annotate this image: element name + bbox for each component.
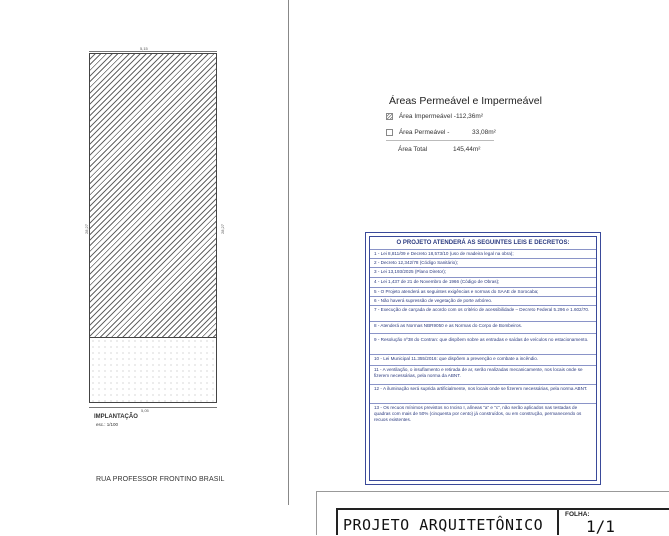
law-divider [370, 305, 596, 306]
law-divider [370, 267, 596, 268]
law-divider [370, 403, 596, 404]
law-item: 5 - O Projeto atenderá as seguintes exigências e normas do SAAE de Sorocaba; [374, 289, 539, 294]
title-block-outer-left [316, 491, 317, 535]
law-item: 9 - Resolução nº38 do Contran: que dispõem sobre as entradas e saídas de veículos no estacionamento. [374, 337, 589, 342]
law-divider [370, 296, 596, 297]
blank-swatch-icon [386, 129, 393, 136]
law-item: 7 - Execução de carçada de acordo com os critério de acessibilidade – Decreto Federal 5.296 e 1.602/70. [374, 307, 590, 312]
law-divider [370, 365, 596, 366]
area-label: Área Impermeável - [398, 113, 456, 121]
area-divider-line [386, 140, 494, 141]
plan-dim-left: 28,27 [84, 223, 89, 234]
law-divider [370, 277, 596, 278]
law-divider [370, 333, 596, 334]
laws-table [365, 232, 601, 485]
area-value: 145,44m² [453, 146, 481, 153]
law-divider [370, 321, 596, 322]
sheet-number: 1/1 [586, 517, 615, 536]
law-item: 10 - Lei Municipal 11.355/2016: que dispõem a prevenção e combate a incêndio. [374, 356, 539, 361]
area-value: 33,08m² [472, 129, 496, 136]
plan-dim-right: 28,27 [220, 223, 225, 234]
law-divider [370, 258, 596, 259]
law-item: 13 - Os recuos mínimos previstos no Inciso I, alíneas "a" e "c", não serão aplicados nas testadas de quadras com mais de 50% (cinquenta por cento) já construídos, ou em construção, permanecendo os recuos existentes. [374, 405, 582, 422]
law-item: 12 - A iluminação será suprida artificialmente, nos locais onde se fizerem necessárias, pela norma ABNT. [374, 386, 588, 391]
laws-title: O PROJETO ATENDERÁ AS SEGUINTES LEIS E DECRETOS: [396, 240, 570, 246]
plan-dim-top: 5,15 [140, 46, 148, 51]
area-value: 112,36m² [456, 113, 483, 120]
sheet-label: FOLHA: [565, 511, 590, 518]
area-row-permeable [386, 129, 496, 137]
law-item: 3 - Lei 13,193/2025 (Plano Diretor); [374, 269, 447, 274]
title-block-divider [557, 508, 559, 535]
area-row-impermeable [386, 113, 483, 121]
law-item: 8 - Atenderá as Normas NBR9050 e as Normas do Corpo de Bombeiros. [374, 323, 523, 328]
plan-caption: IMPLANTAÇÃO [94, 414, 138, 420]
area-row-total [398, 146, 481, 153]
plan-dim-line-top [89, 51, 217, 52]
street-name: RUA PROFESSOR FRONTINO BRASIL [96, 476, 225, 483]
plan-scale: esc.: 1/100 [96, 422, 119, 427]
hatch-swatch-icon [386, 113, 393, 120]
site-plan [89, 53, 217, 403]
law-item: 1 - Lei 8,811/09 e Decreto 18,573/10 (uso de madeira legal na obra); [374, 251, 514, 256]
impermeable-area-hatch [90, 54, 216, 337]
plan-dim-bottom: 5,05 [141, 408, 149, 413]
law-item: 11 - A ventilação, o insuflamento e retirada de ar, serão realizadas mecanicamente, nos locais onde se fizerem necessárias, pela norma da ABNT. [374, 367, 583, 378]
project-title: PROJETO ARQUITETÔNICO [343, 516, 544, 534]
plan-dim-line-bottom [89, 407, 217, 408]
sheet-separator [288, 0, 289, 505]
areas-title: Áreas Permeável e Impermeável [389, 95, 542, 107]
area-label: Área Total [398, 146, 428, 153]
area-label: Área Permeável - [398, 129, 450, 137]
law-item: 4 - Lei 1,437 de 21 de Novembro de 1966 (Código de Obras); [374, 279, 500, 284]
law-item: 6 - Não haverá supressão de vegetação de porte arbóreo. [374, 298, 493, 303]
law-divider [370, 287, 596, 288]
laws-table-inner [369, 236, 597, 481]
law-item: 2 - Decreto 12,342/78 (Código Sanitário); [374, 260, 459, 265]
law-divider [370, 249, 596, 250]
permeable-area-dots [90, 338, 216, 403]
law-divider [370, 354, 596, 355]
title-block-outer-top [316, 491, 669, 492]
law-divider [370, 384, 596, 385]
